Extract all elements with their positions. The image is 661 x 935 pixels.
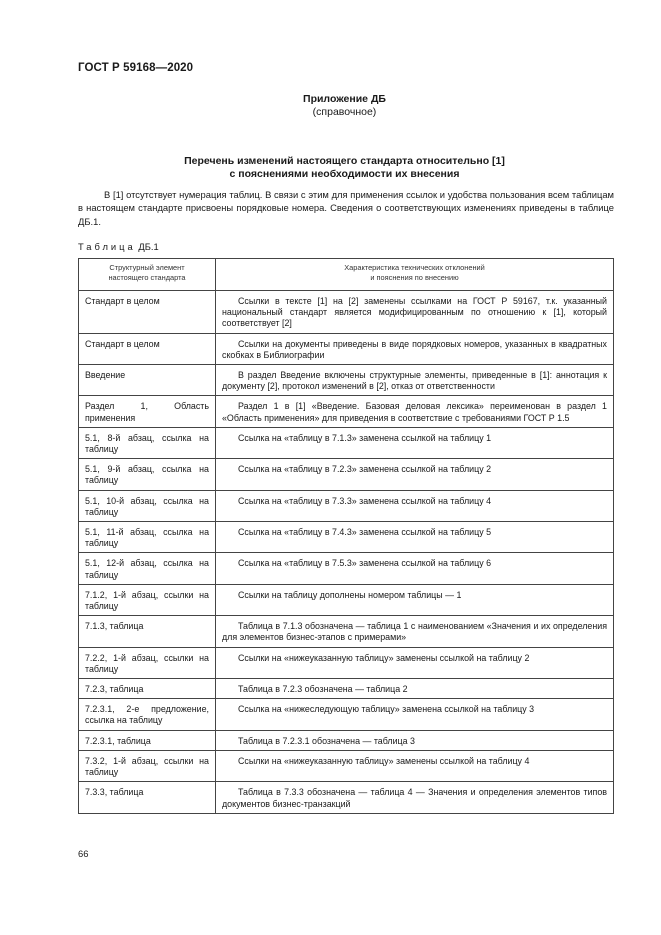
row-description: Раздел 1 в [1] «Введение. Базовая деловая лексика» переименован в раздел 1 «Область применения» для приведения в соответствие с требованиями ГОСТ Р 1.5: [216, 396, 614, 427]
row-structural-element: 7.2.3.1, 2-е предложение, ссылка на таблицу: [79, 699, 216, 730]
row-description: Ссылка на «таблицу в 7.4.3» заменена ссылкой на таблицу 5: [216, 522, 614, 553]
row-structural-element: 7.1.2, 1-й абзац, ссылки на таблицу: [79, 584, 216, 615]
table-row: [79, 616, 614, 647]
row-description: Ссылка на «таблицу в 7.3.3» заменена ссылкой на таблицу 4: [216, 490, 614, 521]
row-structural-element: 5.1, 10-й абзац, ссылка на таблицу: [79, 490, 216, 521]
appendix-heading: [0, 93, 661, 119]
header-col2-line-1: Характеристика технических отклонений: [344, 263, 485, 272]
row-description: Ссылка на «таблицу в 7.1.3» заменена ссылкой на таблицу 1: [216, 427, 614, 458]
header-col1-line-2: настоящего стандарта: [108, 272, 186, 282]
table-row: [79, 679, 614, 699]
row-structural-element: 7.1.3, таблица: [79, 616, 216, 647]
section-title-line-2: с пояснениями необходимости их внесения: [229, 168, 460, 180]
table-row: [79, 333, 614, 364]
row-structural-element: 5.1, 12-й абзац, ссылка на таблицу: [79, 553, 216, 584]
table-row: [79, 750, 614, 781]
row-structural-element: 5.1, 8-й абзац, ссылка на таблицу: [79, 427, 216, 458]
row-structural-element: 7.3.3, таблица: [79, 782, 216, 813]
row-structural-element: Стандарт в целом: [79, 333, 216, 364]
row-structural-element: Раздел 1, Область применения: [79, 396, 216, 427]
row-description: Таблица в 7.1.3 обозначена — таблица 1 с наименованием «Значения и их определения для элементов бизнес-этапов с примерами»: [216, 616, 614, 647]
table-caption-number: ДБ.1: [138, 241, 159, 252]
section-title-line-1: Перечень изменений настоящего стандарта относительно [1]: [184, 155, 505, 167]
row-description: В раздел Введение включены структурные элементы, приведенные в [1]: аннотация к документу [2], протокол изменений в [2], отказ от ответственности: [216, 365, 614, 396]
header-col2-line-2: и пояснения по внесению: [370, 272, 459, 282]
changes-table: [78, 258, 614, 814]
intro-paragraph: В [1] отсутствует нумерация таблиц. В связи с этим для применения ссылок и удобства пользования всем таблицам в настоящем стандарте присвоены порядковые номера. Сведения о соответствующих изменениях приведены в таблице ДБ.1.: [78, 189, 614, 227]
header-col1-line-1: Структурный элемент: [109, 263, 185, 272]
document-code: ГОСТ Р 59168—2020: [78, 62, 194, 74]
table-row: [79, 782, 614, 813]
row-description: Ссылка на «таблицу в 7.2.3» заменена ссылкой на таблицу 2: [216, 459, 614, 490]
row-structural-element: 7.2.2, 1-й абзац, ссылки на таблицу: [79, 647, 216, 678]
table-row: [79, 699, 614, 730]
table-row: [79, 459, 614, 490]
table-row: [79, 396, 614, 427]
row-description: Таблица в 7.2.3.1 обозначена — таблица 3: [216, 730, 614, 750]
table-row: [79, 427, 614, 458]
row-structural-element: 5.1, 9-й абзац, ссылка на таблицу: [79, 459, 216, 490]
row-description: Ссылки на таблицу дополнены номером таблицы — 1: [216, 584, 614, 615]
section-title: [0, 155, 661, 181]
row-description: Ссылки в тексте [1] на [2] заменены ссылками на ГОСТ Р 59167, т.к. указанный национальный стандарт является модифицированным по отношению к [1], который соответствует [2]: [216, 291, 614, 334]
table-row: [79, 291, 614, 334]
row-description: Ссылки на документы приведены в виде порядковых номеров, указанных в квадратных скобках в Библиографии: [216, 333, 614, 364]
table-caption-word: Таблица: [78, 241, 136, 252]
table-row: [79, 490, 614, 521]
row-structural-element: 7.2.3, таблица: [79, 679, 216, 699]
header-structural-element: [79, 259, 216, 291]
header-characteristic: [216, 259, 614, 291]
page-number: 66: [78, 848, 89, 859]
row-description: Ссылка на «таблицу в 7.5.3» заменена ссылкой на таблицу 6: [216, 553, 614, 584]
row-structural-element: 7.3.2, 1-й абзац, ссылки на таблицу: [79, 750, 216, 781]
table-caption: [78, 241, 159, 252]
row-description: Таблица в 7.2.3 обозначена — таблица 2: [216, 679, 614, 699]
row-description: Ссылка на «нижеследующую таблицу» заменена ссылкой на таблицу 3: [216, 699, 614, 730]
appendix-title: Приложение ДБ: [303, 93, 386, 105]
appendix-subtitle: (справочное): [312, 106, 377, 118]
table-row: [79, 553, 614, 584]
row-description: Таблица в 7.3.3 обозначена — таблица 4 — Значения и определения элементов типов документов бизнес-транзакций: [216, 782, 614, 813]
row-description: Ссылки на «нижеуказанную таблицу» заменены ссылкой на таблицу 4: [216, 750, 614, 781]
table-row: [79, 584, 614, 615]
row-structural-element: 5.1, 11-й абзац, ссылка на таблицу: [79, 522, 216, 553]
table-row: [79, 365, 614, 396]
table-row: [79, 730, 614, 750]
row-structural-element: Стандарт в целом: [79, 291, 216, 334]
table-row: [79, 647, 614, 678]
table-header-row: [79, 259, 614, 291]
row-structural-element: Введение: [79, 365, 216, 396]
row-description: Ссылки на «нижеуказанную таблицу» заменены ссылкой на таблицу 2: [216, 647, 614, 678]
row-structural-element: 7.2.3.1, таблица: [79, 730, 216, 750]
table-row: [79, 522, 614, 553]
